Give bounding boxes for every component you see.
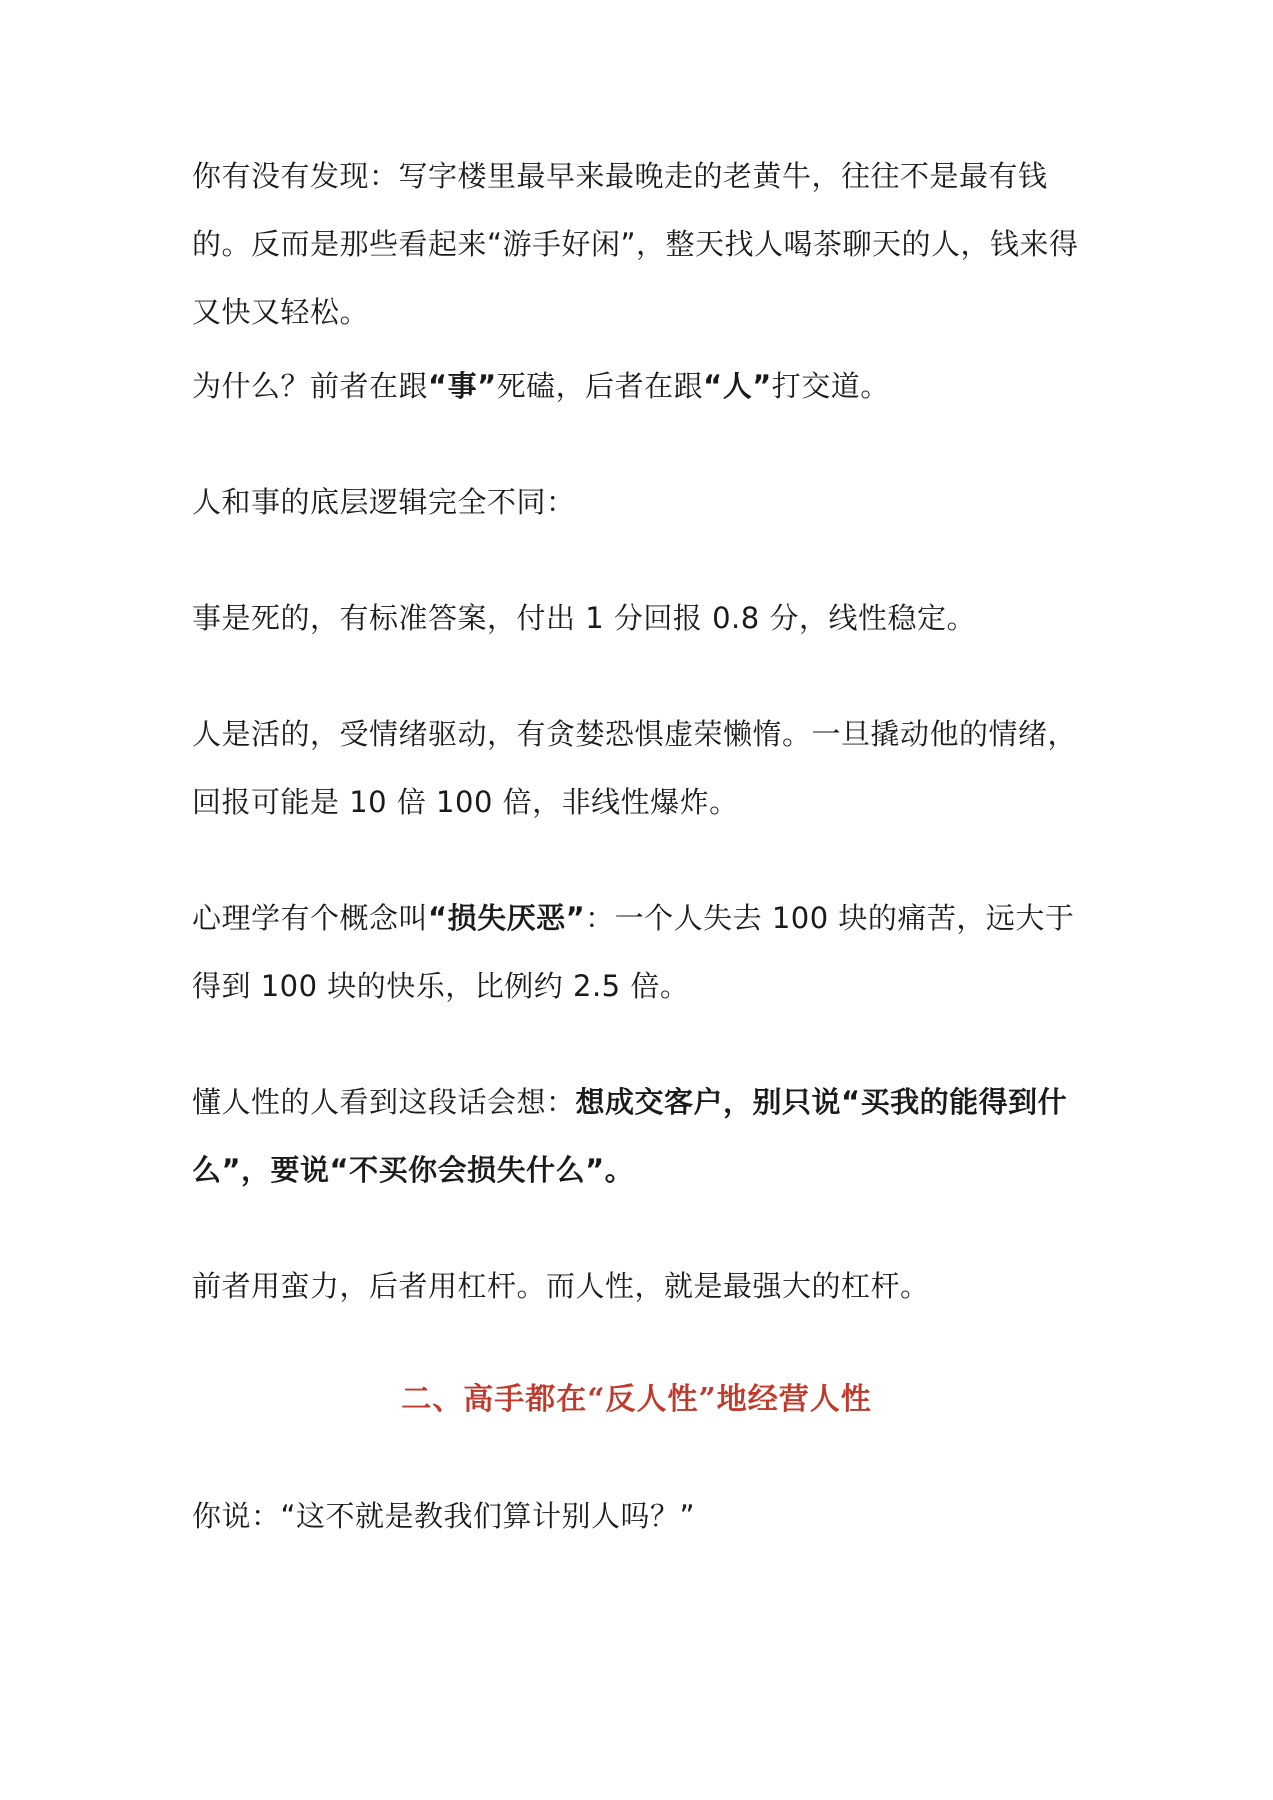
paragraph-text: 懂人性的人看到这段话会想： [192, 1085, 576, 1119]
paragraph-text: 你说：“这不就是教我们算计别人吗？” [192, 1499, 696, 1533]
paragraph-text: 人和事的底层逻辑完全不同： [192, 485, 576, 519]
paragraph-text: 打交道。 [771, 369, 890, 403]
paragraph-closing [192, 1482, 1092, 1550]
emphasis-shi: “事” [428, 369, 497, 403]
paragraph-logic [192, 468, 1092, 536]
section-heading: 二、高手都在“反人性”地经营人性 [401, 1382, 872, 1417]
paragraph-text: 你有没有发现：写字楼里最早来最晚走的老黄牛，往往不是最有钱的。反而是那些看起来“游手好闲”，整天找人喝茶聊天的人，钱来得又快又轻松。 [192, 159, 1079, 329]
paragraph-leverage [192, 1252, 1092, 1320]
paragraph-text: 事是死的，有标准答案，付出 1 分回报 0.8 分，线性稳定。 [192, 601, 976, 635]
paragraph-text: 人是活的，受情绪驱动，有贪婪恐惧虚荣懒惰。一旦撬动他的情绪，回报可能是 10 倍 100 倍，非线性爆炸。 [192, 717, 1078, 819]
paragraph-why [192, 352, 1092, 420]
paragraph-understand-humans [192, 1068, 1092, 1204]
paragraph-text: 前者用蛮力，后者用杠杆。而人性，就是最强大的杠杆。 [192, 1269, 930, 1303]
paragraph-text: 死磕，后者在跟 [496, 369, 704, 403]
paragraph-loss-aversion [192, 884, 1092, 1020]
emphasis-ren: “人” [703, 369, 772, 403]
paragraph-text: 心理学有个概念叫 [192, 901, 429, 935]
paragraph-people [192, 700, 1092, 836]
paragraph-text: 为什么？前者在跟 [192, 369, 429, 403]
paragraph-things [192, 584, 1092, 652]
emphasis-sales-advice: 想成交客户，别只说“买我的能得到什么”，要说“不买你会损失什么”。 [192, 1085, 1068, 1187]
emphasis-loss-aversion: “损失厌恶” [428, 901, 586, 935]
paragraph-office-workers [192, 142, 1092, 346]
paragraph-text: ：一个人失去 100 块的痛苦，远大于得到 100 块的快乐，比例约 2.5 倍。 [192, 901, 1075, 1003]
